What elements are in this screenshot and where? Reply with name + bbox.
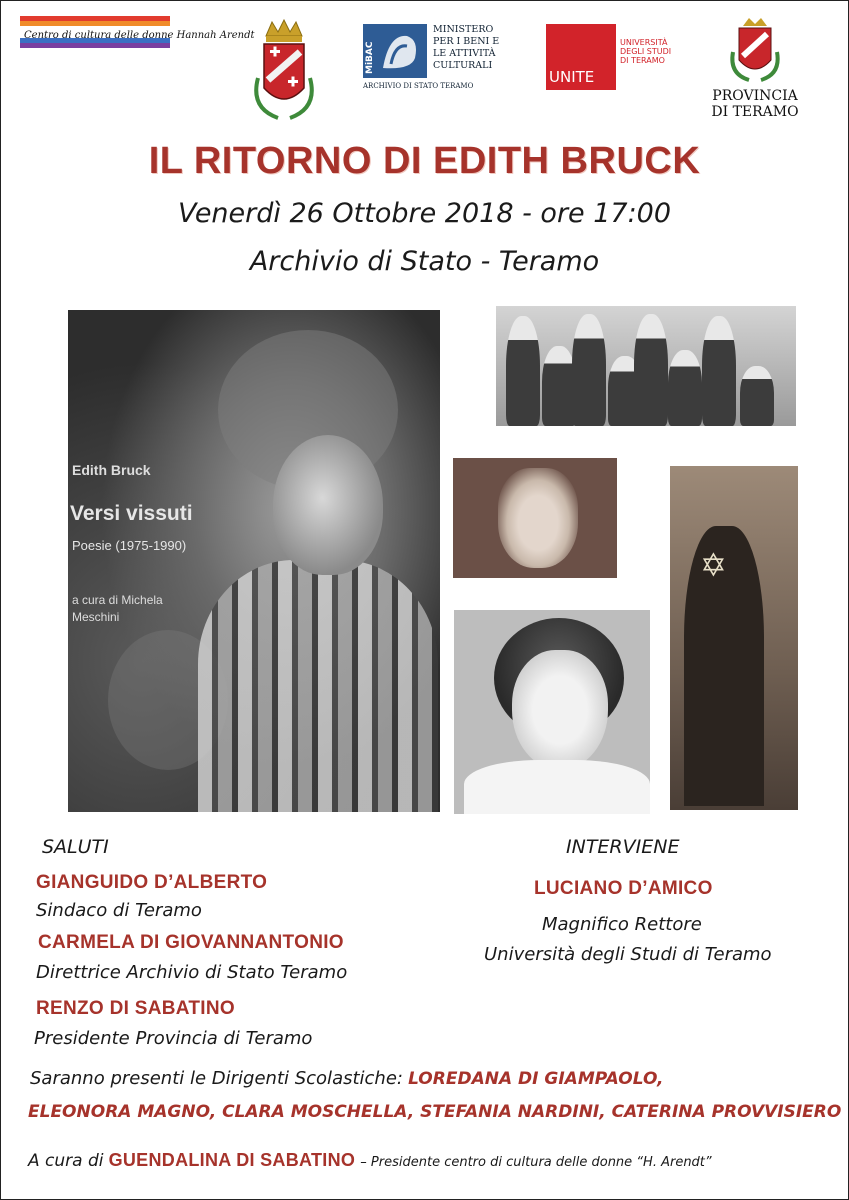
- interviene-name: LUCIANO D’AMICO: [534, 878, 713, 899]
- provincia-logo: [705, 16, 805, 126]
- mibac-logo: [363, 24, 508, 94]
- saluti-role-3: Presidente Provincia di Teramo: [34, 1028, 313, 1049]
- dirigenti-line-1: [30, 1068, 664, 1089]
- footer-line: [28, 1150, 712, 1171]
- saluti-name-3: RENZO DI SABATINO: [36, 998, 235, 1019]
- unite-label: UNITE: [549, 68, 595, 86]
- girl-head: [273, 435, 383, 575]
- girl-figure: [198, 560, 438, 812]
- footer-name: GUENDALINA DI SABATINO: [108, 1150, 356, 1170]
- children-photo: [496, 306, 796, 426]
- edith-bruck-portrait: [454, 610, 650, 814]
- mibac-archive-text: ARCHIVIO DI STATO TERAMO: [363, 82, 474, 90]
- saluti-role-1: Sindaco di Teramo: [36, 900, 202, 921]
- unite-logo: [546, 24, 676, 94]
- provincia-text: PROVINCIA DI TERAMO: [711, 88, 799, 120]
- mibac-ministry-text: MINISTERO PER I BENI E LE ATTIVITÀ CULTURALI: [433, 24, 500, 71]
- saluti-role-2: Direttrice Archivio di Stato Teramo: [36, 962, 348, 983]
- unite-university-text: UNIVERSITÀ DEGLI STUDI DI TERAMO: [620, 38, 672, 65]
- saluti-name-2: CARMELA DI GIOVANNANTONIO: [38, 932, 344, 953]
- saluti-label: SALUTI: [42, 836, 109, 858]
- saluti-name-1: GIANGUIDO D’ALBERTO: [36, 872, 268, 893]
- book-subtitle: Poesie (1975-1990): [72, 538, 187, 553]
- teramo-crest-icon: [248, 18, 320, 128]
- book-curator: a cura di Michela Meschini: [72, 593, 163, 624]
- interviene-role-2: Università degli Studi di Teramo: [484, 944, 772, 965]
- dirigenti-intro: Saranno presenti le Dirigenti Scolastiche:: [30, 1068, 403, 1089]
- event-datetime: Venerdì 26 Ottobre 2018 - ore 17:00: [177, 198, 672, 229]
- event-title: IL RITORNO DI EDITH BRUCK: [148, 140, 701, 182]
- yellow-star-photo: [670, 466, 798, 810]
- dirigenti-first: LOREDANA DI GIAMPAOLO,: [408, 1069, 664, 1089]
- book-title: Versi vissuti: [70, 502, 193, 525]
- girl-scarf-photo: [453, 458, 617, 578]
- book-cover-image: [68, 310, 440, 812]
- interviene-role-1: Magnifico Rettore: [542, 914, 702, 935]
- interviene-label: INTERVIENE: [566, 836, 680, 858]
- footer-prefix: A cura di: [28, 1151, 104, 1171]
- hannah-arendt-logo: [20, 16, 255, 56]
- star-of-david-icon: ✡: [700, 546, 727, 584]
- event-place: Archivio di Stato - Teramo: [249, 246, 600, 277]
- provincia-crest-icon: [725, 16, 785, 86]
- footer-suffix: – Presidente centro di cultura delle donne “H. Arendt”: [360, 1155, 712, 1170]
- hannah-logo-text: Centro di cultura delle donne Hannah Arendt: [24, 30, 255, 41]
- dirigenti-line-2: ELEONORA MAGNO, CLARA MOSCHELLA, STEFANIA NARDINI, CATERINA PROVVISIERO: [28, 1102, 842, 1122]
- book-author: Edith Bruck: [72, 462, 151, 478]
- mibac-label: MiBAC: [365, 41, 375, 74]
